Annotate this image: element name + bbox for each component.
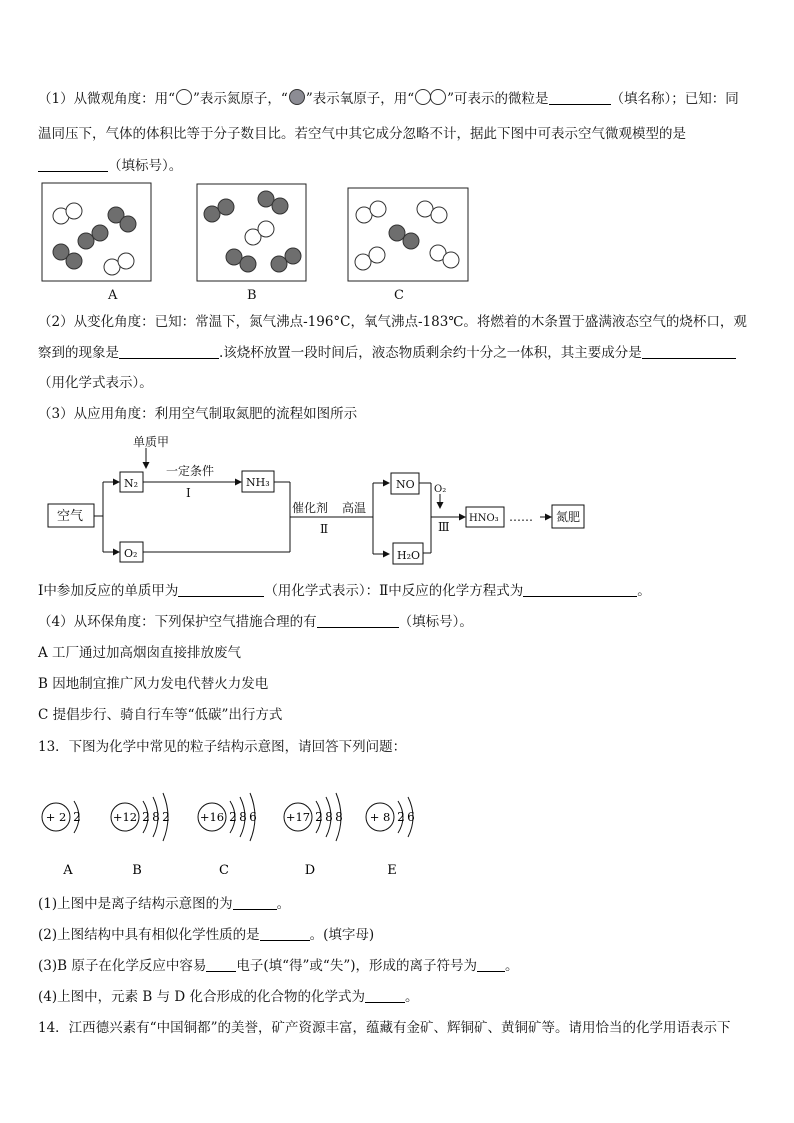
electron-count: 8 xyxy=(335,810,343,824)
answer-blank[interactable] xyxy=(365,988,405,1003)
nucleus-charge: + 2 xyxy=(45,810,67,824)
text: 察到的现象是 xyxy=(38,345,119,361)
fertilizer-label: 氮肥 xyxy=(556,510,581,524)
model-box-b xyxy=(197,184,306,281)
answer-blank[interactable] xyxy=(178,582,264,597)
electron-count: 8 xyxy=(239,810,247,824)
option-a: A 工厂通过加高烟囱直接排放废气 xyxy=(38,645,242,661)
option-b: B 因地制宜推广风力发电代替火力发电 xyxy=(38,676,269,692)
particle-diagram-d xyxy=(284,793,343,878)
text: (1)上图中是离子结构示意图的为 xyxy=(38,896,233,912)
answer-blank[interactable] xyxy=(477,957,505,972)
text: 。 xyxy=(405,989,419,1005)
model-box-a xyxy=(42,183,151,281)
q12-part3-question xyxy=(38,582,651,600)
text: （用化学式表示）：Ⅱ中反应的化学方程式为 xyxy=(264,583,524,599)
diagram-label: C xyxy=(219,863,229,878)
answer-blank[interactable] xyxy=(119,344,219,359)
text: Ⅰ中参加反应的单质甲为 xyxy=(38,583,179,599)
electron-count: 2 xyxy=(397,810,405,824)
diagram-label: E xyxy=(387,863,397,878)
electron-count: 2 xyxy=(162,810,170,824)
text: .该烧杯放置一段时间后，液态物质剩余约十分之一体积，其主要成分是 xyxy=(219,345,642,361)
option-c: C 提倡步行、骑自行车等“低碳”出行方式 xyxy=(38,707,283,723)
q12-part4-line1 xyxy=(38,613,473,631)
text: 。 xyxy=(637,583,651,599)
text: ”表示氧原子，用“ xyxy=(305,91,415,107)
condition-label: 一定条件 xyxy=(166,464,215,478)
step3-label: Ⅲ xyxy=(438,520,450,534)
text: （填标号）。 xyxy=(398,614,473,630)
q13-sub4 xyxy=(38,988,419,1006)
text: （填标号）。 xyxy=(108,158,183,174)
air-model-diagrams xyxy=(0,0,794,310)
text: （填名称）；已知：同 xyxy=(610,91,739,107)
text: 。 xyxy=(504,958,519,974)
electron-count: 8 xyxy=(325,810,333,824)
text: 电子(填“得”或“失”)，形成的离子符号为 xyxy=(236,958,477,974)
q13-sub2 xyxy=(38,926,374,944)
text: ”表示氮原子，“ xyxy=(193,91,288,107)
particle-diagram-c xyxy=(198,793,257,878)
text: ”可表示的微粒是 xyxy=(447,91,549,107)
electron-count: 2 xyxy=(229,810,237,824)
n2-label: N₂ xyxy=(124,477,139,490)
electron-count: 8 xyxy=(152,810,160,824)
text: 。 xyxy=(276,896,291,912)
electron-count: 2 xyxy=(315,810,323,824)
o2-label: O₂ xyxy=(124,547,138,560)
text: (4)上图中，元素 B 与 D 化合形成的化合物的化学式为 xyxy=(38,989,366,1005)
text: (2)上图结构中具有相似化学性质的是 xyxy=(38,927,260,943)
catalyst-label: 催化剂 xyxy=(292,501,329,515)
q12-part2-line1: （2）从变化角度：已知：常温下，氮气沸点-196°C，氧气沸点-183℃。将燃着的木条置于盛满液态空气的烧杯口，观 xyxy=(38,314,747,330)
hno3-label: HNO₃ xyxy=(469,513,499,524)
q12-part3-line1: （3）从应用角度：利用空气制取氮肥的流程如图所示 xyxy=(38,406,358,422)
nh3-label: NH₃ xyxy=(246,476,270,489)
text: （1）从微观角度：用“ xyxy=(38,91,175,107)
q13-sub1 xyxy=(38,895,290,913)
answer-blank[interactable] xyxy=(260,926,310,941)
air-label: 空气 xyxy=(57,509,84,524)
text: 。(填字母) xyxy=(309,927,375,943)
q13-stem: 13．下图为化学中常见的粒子结构示意图，请回答下列问题： xyxy=(38,739,407,755)
text: （4）从环保角度：下列保护空气措施合理的有 xyxy=(38,614,317,630)
electron-count: 2 xyxy=(73,810,81,824)
element-a-label: 单质甲 xyxy=(133,435,170,449)
model-label-c: C xyxy=(394,288,404,303)
nucleus-charge: +12 xyxy=(112,810,138,824)
answer-blank[interactable] xyxy=(523,582,637,597)
nucleus-charge: +17 xyxy=(285,810,311,824)
nucleus-charge: + 8 xyxy=(369,810,391,824)
q12-part2-line3: （用化学式表示）。 xyxy=(38,375,153,391)
diagram-label: D xyxy=(304,863,316,878)
model-box-c xyxy=(348,188,468,281)
model-label-a: A xyxy=(108,288,118,303)
answer-blank[interactable] xyxy=(642,344,736,359)
particle-diagram-a xyxy=(42,801,81,878)
h2o-label: H₂O xyxy=(397,549,421,562)
electron-count: 6 xyxy=(407,810,415,824)
electron-count: 6 xyxy=(249,810,257,824)
diagram-label: A xyxy=(63,863,73,878)
answer-blank[interactable] xyxy=(317,613,399,628)
q12-part2-line2 xyxy=(38,344,736,362)
q12-part1-line2: 温同压下，气体的体积比等于分子数目比。若空气中其它成分忽略不计，据此下图中可表示空气微观模型的是 xyxy=(38,126,686,142)
particle-diagram-e xyxy=(366,797,415,878)
text: (3)B 原子在化学反应中容易 xyxy=(38,958,207,974)
high-temp-label: 高温 xyxy=(342,501,367,515)
electron-count: 2 xyxy=(142,810,150,824)
no-label: NO xyxy=(396,478,415,491)
dots-label: …… xyxy=(509,510,533,524)
nucleus-charge: +16 xyxy=(199,810,225,824)
q13-sub3 xyxy=(38,957,518,975)
o2-reactant-label: O₂ xyxy=(434,484,447,495)
answer-blank[interactable] xyxy=(206,957,236,972)
particle-diagram-b xyxy=(111,793,170,878)
model-label-b: B xyxy=(247,288,257,303)
q14-line1: 14．江西德兴素有“中国铜都”的美誉，矿产资源丰富，蕴藏有金矿、辉铜矿、黄铜矿等。请用恰当的化学用语表示下 xyxy=(38,1020,731,1036)
step1-label: Ⅰ xyxy=(186,486,191,500)
step2-label: Ⅱ xyxy=(320,522,329,536)
diagram-label: B xyxy=(132,863,142,878)
nitrogen-fertilizer-flowchart xyxy=(0,430,794,580)
answer-blank[interactable] xyxy=(233,895,277,910)
particle-structure-diagrams xyxy=(0,780,794,880)
